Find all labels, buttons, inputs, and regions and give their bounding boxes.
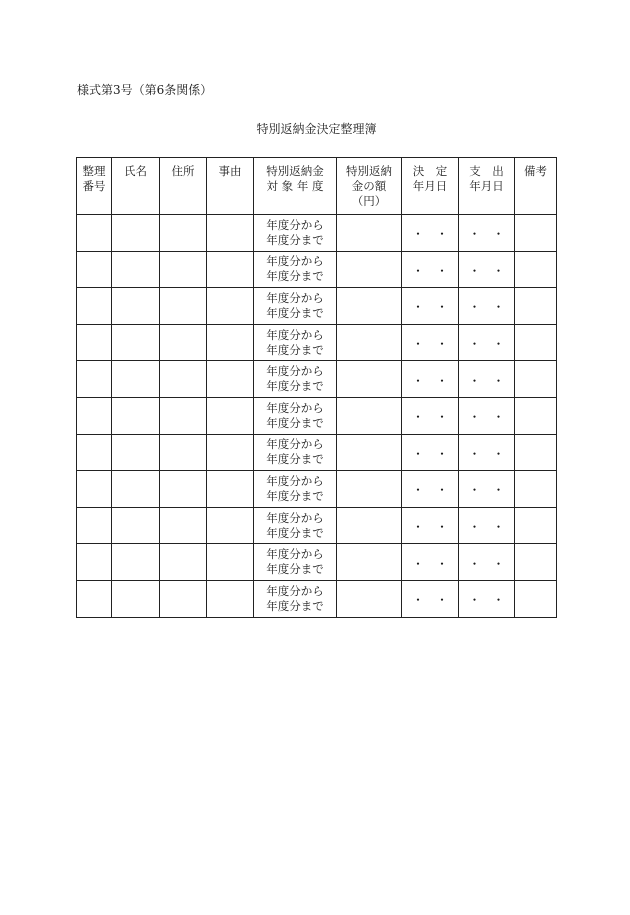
period-from: 年度分から: [266, 510, 324, 525]
period-from: 年度分から: [266, 437, 324, 452]
header-number-line-2: 番号: [82, 179, 106, 193]
cell-address[interactable]: [160, 324, 207, 361]
cell-name[interactable]: [112, 580, 160, 617]
cell-number[interactable]: [77, 324, 112, 361]
cell-name[interactable]: [112, 434, 160, 471]
table-row: [77, 471, 557, 508]
payment-date-placeholder: ・ ・: [468, 373, 505, 388]
cell-name[interactable]: [112, 215, 160, 252]
period-to: 年度分まで: [266, 562, 324, 577]
cell-name[interactable]: [112, 361, 160, 398]
cell-name[interactable]: [112, 471, 160, 508]
cell-remarks[interactable]: [515, 361, 557, 398]
cell-payment-date[interactable]: [459, 397, 515, 434]
payment-date-placeholder: ・ ・: [468, 520, 505, 535]
cell-amount[interactable]: [337, 251, 402, 288]
table-row: [77, 361, 557, 398]
cell-address[interactable]: [160, 251, 207, 288]
cell-reason[interactable]: [207, 471, 254, 508]
table-row: [77, 324, 557, 361]
period-from: 年度分から: [266, 473, 324, 488]
period-from: 年度分から: [266, 254, 324, 269]
cell-target-year[interactable]: [254, 215, 337, 252]
header-payment-date-line-2: 年月日: [469, 179, 504, 193]
cell-amount[interactable]: [337, 434, 402, 471]
cell-payment-date[interactable]: [459, 544, 515, 581]
cell-target-year[interactable]: [254, 324, 337, 361]
cell-amount[interactable]: [337, 361, 402, 398]
decision-date-placeholder: ・ ・: [411, 556, 448, 571]
period-to: 年度分まで: [266, 269, 324, 284]
cell-remarks[interactable]: [515, 580, 557, 617]
payment-date-placeholder: ・ ・: [468, 593, 505, 608]
document-title: 特別返納金決定整理簿: [256, 122, 377, 136]
period-to: 年度分まで: [266, 415, 324, 430]
header-target-year-line-2: 対 象 年 度: [266, 179, 324, 193]
refund-register-table: [76, 157, 557, 618]
cell-reason[interactable]: [207, 215, 254, 252]
cell-remarks[interactable]: [515, 434, 557, 471]
period-to: 年度分まで: [266, 232, 324, 247]
period-from: 年度分から: [266, 364, 324, 379]
header-number: [77, 158, 112, 215]
cell-target-year[interactable]: [254, 251, 337, 288]
table-row: [77, 580, 557, 617]
cell-address[interactable]: [160, 434, 207, 471]
cell-reason[interactable]: [207, 288, 254, 325]
cell-remarks[interactable]: [515, 397, 557, 434]
table-row: [77, 544, 557, 581]
cell-amount[interactable]: [337, 288, 402, 325]
payment-date-placeholder: ・ ・: [468, 556, 505, 571]
cell-address[interactable]: [160, 288, 207, 325]
cell-amount[interactable]: [337, 471, 402, 508]
header-amount-line-3: （円）: [351, 194, 387, 208]
cell-address[interactable]: [160, 507, 207, 544]
cell-number[interactable]: [77, 215, 112, 252]
header-target-year: [254, 158, 337, 215]
table-row: [77, 288, 557, 325]
cell-amount[interactable]: [337, 215, 402, 252]
cell-remarks[interactable]: [515, 215, 557, 252]
payment-date-placeholder: ・ ・: [468, 300, 505, 315]
period-to: 年度分まで: [266, 342, 324, 357]
cell-amount[interactable]: [337, 507, 402, 544]
cell-payment-date[interactable]: [459, 251, 515, 288]
cell-target-year[interactable]: [254, 580, 337, 617]
cell-name[interactable]: [112, 397, 160, 434]
cell-target-year[interactable]: [254, 397, 337, 434]
header-payment-date: [459, 158, 515, 215]
cell-name[interactable]: [112, 251, 160, 288]
cell-payment-date[interactable]: [459, 324, 515, 361]
cell-payment-date[interactable]: [459, 288, 515, 325]
header-remarks: 備考: [515, 158, 557, 215]
cell-amount[interactable]: [337, 324, 402, 361]
cell-payment-date[interactable]: [459, 507, 515, 544]
cell-decision-date[interactable]: [402, 324, 459, 361]
decision-date-placeholder: ・ ・: [411, 483, 448, 498]
header-row: [77, 158, 557, 215]
cell-address[interactable]: [160, 361, 207, 398]
cell-target-year[interactable]: [254, 288, 337, 325]
period-from: 年度分から: [266, 290, 324, 305]
cell-name[interactable]: [112, 288, 160, 325]
cell-number[interactable]: [77, 251, 112, 288]
cell-address[interactable]: [160, 215, 207, 252]
cell-name[interactable]: [112, 324, 160, 361]
period-from: 年度分から: [266, 400, 324, 415]
cell-reason[interactable]: [207, 397, 254, 434]
period-from: 年度分から: [266, 547, 324, 562]
cell-reason[interactable]: [207, 544, 254, 581]
cell-name[interactable]: [112, 544, 160, 581]
header-payment-date-line-1: 支 出: [469, 164, 504, 178]
cell-number[interactable]: [77, 580, 112, 617]
payment-date-placeholder: ・ ・: [468, 227, 505, 242]
form-number: 様式第3号（第6条関係）: [77, 83, 213, 97]
period-to: 年度分まで: [266, 525, 324, 540]
cell-reason[interactable]: [207, 251, 254, 288]
decision-date-placeholder: ・ ・: [411, 446, 448, 461]
header-decision-date-line-1: 決 定: [412, 164, 448, 178]
cell-reason[interactable]: [207, 507, 254, 544]
payment-date-placeholder: ・ ・: [468, 446, 505, 461]
cell-payment-date[interactable]: [459, 580, 515, 617]
cell-address[interactable]: [160, 397, 207, 434]
header-amount-line-1: 特別返納: [346, 164, 392, 178]
header-target-year-line-1: 特別返納金: [266, 164, 324, 178]
cell-number[interactable]: [77, 507, 112, 544]
cell-decision-date[interactable]: [402, 544, 459, 581]
cell-remarks[interactable]: [515, 471, 557, 508]
cell-target-year[interactable]: [254, 471, 337, 508]
cell-decision-date[interactable]: [402, 361, 459, 398]
cell-decision-date[interactable]: [402, 507, 459, 544]
cell-address[interactable]: [160, 544, 207, 581]
cell-reason[interactable]: [207, 580, 254, 617]
payment-date-placeholder: ・ ・: [468, 337, 505, 352]
cell-payment-date[interactable]: [459, 215, 515, 252]
decision-date-placeholder: ・ ・: [411, 410, 448, 425]
period-from: 年度分から: [266, 327, 324, 342]
header-reason: 事由: [207, 158, 254, 215]
cell-decision-date[interactable]: [402, 580, 459, 617]
header-decision-date-line-2: 年月日: [412, 179, 448, 193]
payment-date-placeholder: ・ ・: [468, 263, 505, 278]
cell-payment-date[interactable]: [459, 471, 515, 508]
cell-remarks[interactable]: [515, 288, 557, 325]
decision-date-placeholder: ・ ・: [411, 373, 448, 388]
cell-payment-date[interactable]: [459, 434, 515, 471]
cell-decision-date[interactable]: [402, 251, 459, 288]
cell-payment-date[interactable]: [459, 361, 515, 398]
table-row: [77, 507, 557, 544]
table-row: [77, 397, 557, 434]
header-decision-date: [402, 158, 459, 215]
cell-target-year[interactable]: [254, 434, 337, 471]
payment-date-placeholder: ・ ・: [468, 483, 505, 498]
cell-remarks[interactable]: [515, 507, 557, 544]
cell-address[interactable]: [160, 471, 207, 508]
period-to: 年度分まで: [266, 598, 324, 613]
cell-address[interactable]: [160, 580, 207, 617]
cell-amount[interactable]: [337, 397, 402, 434]
period-to: 年度分まで: [266, 379, 324, 394]
decision-date-placeholder: ・ ・: [411, 593, 448, 608]
cell-target-year[interactable]: [254, 507, 337, 544]
cell-number[interactable]: [77, 288, 112, 325]
cell-decision-date[interactable]: [402, 215, 459, 252]
cell-remarks[interactable]: [515, 324, 557, 361]
cell-decision-date[interactable]: [402, 288, 459, 325]
cell-reason[interactable]: [207, 434, 254, 471]
cell-decision-date[interactable]: [402, 397, 459, 434]
cell-number[interactable]: [77, 397, 112, 434]
cell-amount[interactable]: [337, 580, 402, 617]
cell-remarks[interactable]: [515, 251, 557, 288]
decision-date-placeholder: ・ ・: [411, 300, 448, 315]
period-from: 年度分から: [266, 583, 324, 598]
period-to: 年度分まで: [266, 452, 324, 467]
decision-date-placeholder: ・ ・: [411, 227, 448, 242]
cell-target-year[interactable]: [254, 361, 337, 398]
period-to: 年度分まで: [266, 305, 324, 320]
cell-reason[interactable]: [207, 361, 254, 398]
cell-number[interactable]: [77, 471, 112, 508]
cell-name[interactable]: [112, 507, 160, 544]
cell-decision-date[interactable]: [402, 471, 459, 508]
cell-remarks[interactable]: [515, 544, 557, 581]
table-row: [77, 434, 557, 471]
period-to: 年度分まで: [266, 488, 324, 503]
table-row: [77, 251, 557, 288]
cell-number[interactable]: [77, 361, 112, 398]
cell-decision-date[interactable]: [402, 434, 459, 471]
decision-date-placeholder: ・ ・: [411, 520, 448, 535]
header-name: 氏名: [112, 158, 160, 215]
header-amount: [337, 158, 402, 215]
header-address: 住所: [160, 158, 207, 215]
decision-date-placeholder: ・ ・: [411, 263, 448, 278]
header-number-line-1: 整理: [82, 164, 106, 178]
decision-date-placeholder: ・ ・: [411, 337, 448, 352]
cell-number[interactable]: [77, 544, 112, 581]
table-row: [77, 215, 557, 252]
cell-amount[interactable]: [337, 544, 402, 581]
cell-reason[interactable]: [207, 324, 254, 361]
cell-number[interactable]: [77, 434, 112, 471]
payment-date-placeholder: ・ ・: [468, 410, 505, 425]
period-from: 年度分から: [266, 217, 324, 232]
cell-target-year[interactable]: [254, 544, 337, 581]
header-amount-line-2: 金の額: [351, 179, 387, 193]
